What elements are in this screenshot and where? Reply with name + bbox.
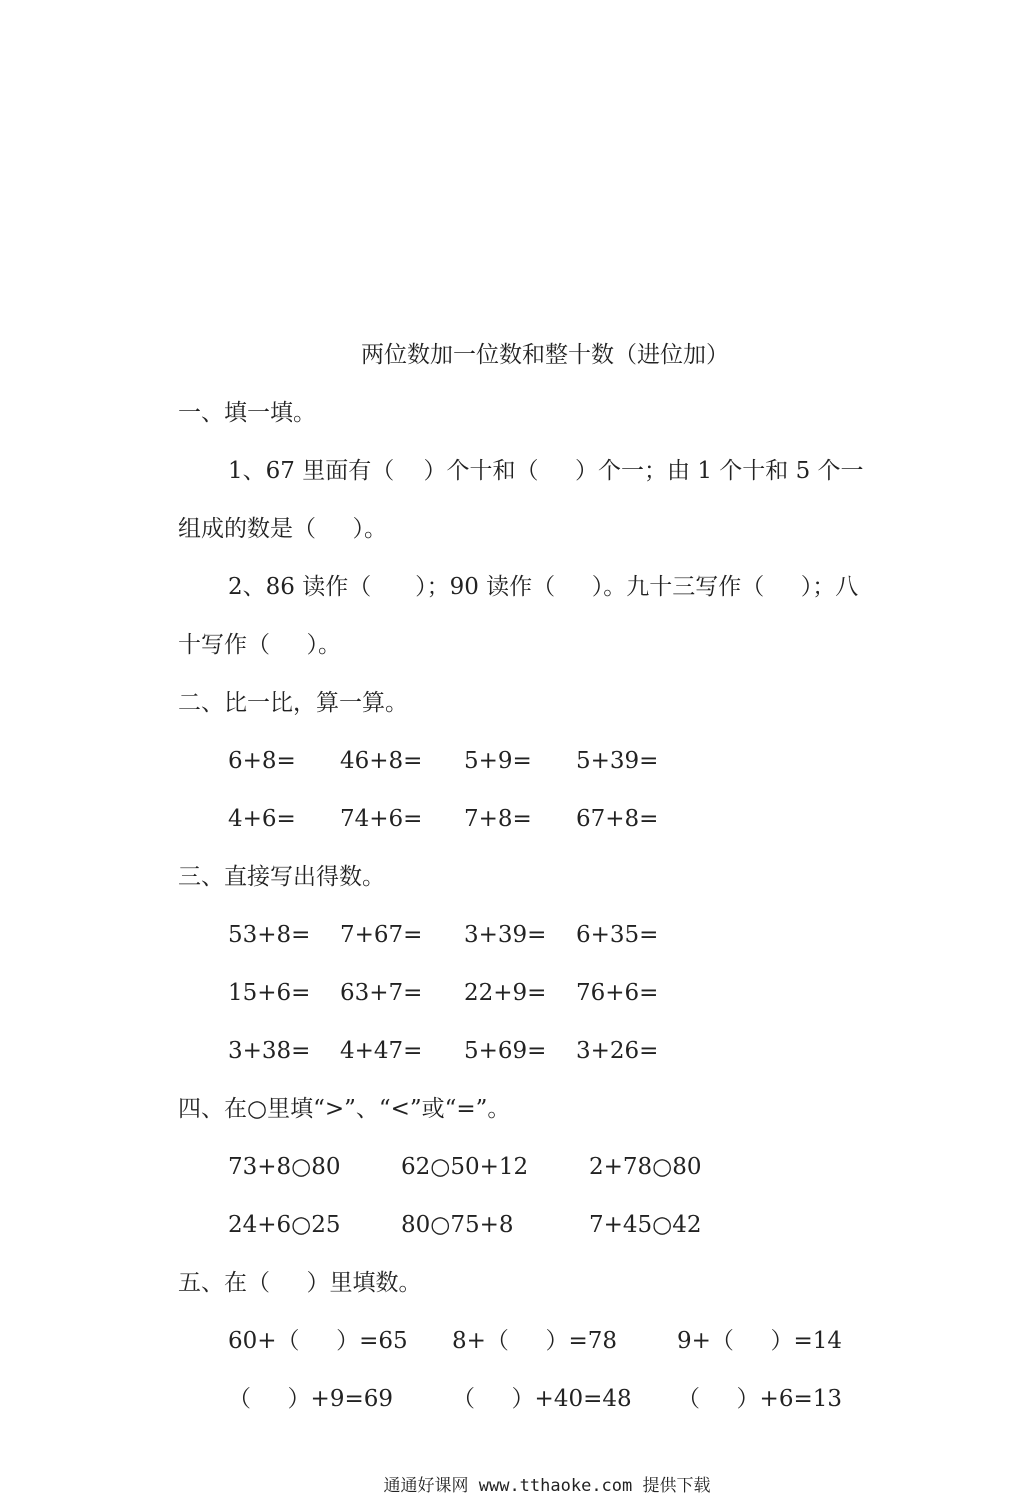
problem-cell: 67+8= [576, 806, 659, 832]
section-1-heading: 一、填一填。 [178, 400, 316, 426]
problem-cell: 6+8= [228, 748, 296, 774]
problem-cell: 7+8= [464, 806, 532, 832]
problem-cell: 63+7= [340, 980, 423, 1006]
compare-cell: 7+45○42 [589, 1212, 702, 1238]
fill-cell: 9+（ ）=14 [677, 1328, 842, 1354]
question-2-line-1: 2、86 读作（ ）；90 读作（ ）。九十三写作（ ）；八 [228, 574, 859, 600]
page-title: 两位数加一位数和整十数（进位加） [361, 342, 729, 368]
problem-cell: 22+9= [464, 980, 547, 1006]
question-2-line-2: 十写作（ ）。 [178, 632, 342, 658]
problem-cell: 15+6= [228, 980, 311, 1006]
compare-cell: 73+8○80 [228, 1154, 341, 1180]
question-1-line-2: 组成的数是（ ）。 [178, 516, 388, 542]
compare-cell: 62○50+12 [401, 1154, 529, 1180]
section-2-heading: 二、比一比，算一算。 [178, 690, 408, 716]
section-5-heading: 五、在（ ）里填数。 [178, 1270, 422, 1296]
problem-cell: 53+8= [228, 922, 311, 948]
fill-cell: （ ）+9=69 [228, 1386, 393, 1412]
compare-cell: 24+6○25 [228, 1212, 341, 1238]
problem-cell: 46+8= [340, 748, 423, 774]
compare-cell: 80○75+8 [401, 1212, 514, 1238]
section-4-heading: 四、在○里填“>”、“<”或“=”。 [178, 1096, 511, 1122]
problem-cell: 5+69= [464, 1038, 547, 1064]
fill-cell: 8+（ ）=78 [452, 1328, 617, 1354]
problem-cell: 3+38= [228, 1038, 311, 1064]
problem-cell: 76+6= [576, 980, 659, 1006]
section-3-heading: 三、直接写出得数。 [178, 864, 385, 890]
problem-cell: 5+9= [464, 748, 532, 774]
problem-cell: 4+6= [228, 806, 296, 832]
problem-cell: 3+26= [576, 1038, 659, 1064]
question-1-line-1: 1、67 里面有（ ）个十和（ ）个一；由 1 个十和 5 个一 [228, 458, 864, 484]
problem-cell: 7+67= [340, 922, 423, 948]
page-footer: 通通好课网 www.tthaoke.com 提供下载 [383, 1476, 711, 1496]
fill-cell: （ ）+40=48 [452, 1386, 632, 1412]
problem-cell: 74+6= [340, 806, 423, 832]
fill-cell: 60+（ ）=65 [228, 1328, 408, 1354]
problem-cell: 4+47= [340, 1038, 423, 1064]
fill-cell: （ ）+6=13 [677, 1386, 842, 1412]
problem-cell: 5+39= [576, 748, 659, 774]
problem-cell: 3+39= [464, 922, 547, 948]
compare-cell: 2+78○80 [589, 1154, 702, 1180]
problem-cell: 6+35= [576, 922, 659, 948]
